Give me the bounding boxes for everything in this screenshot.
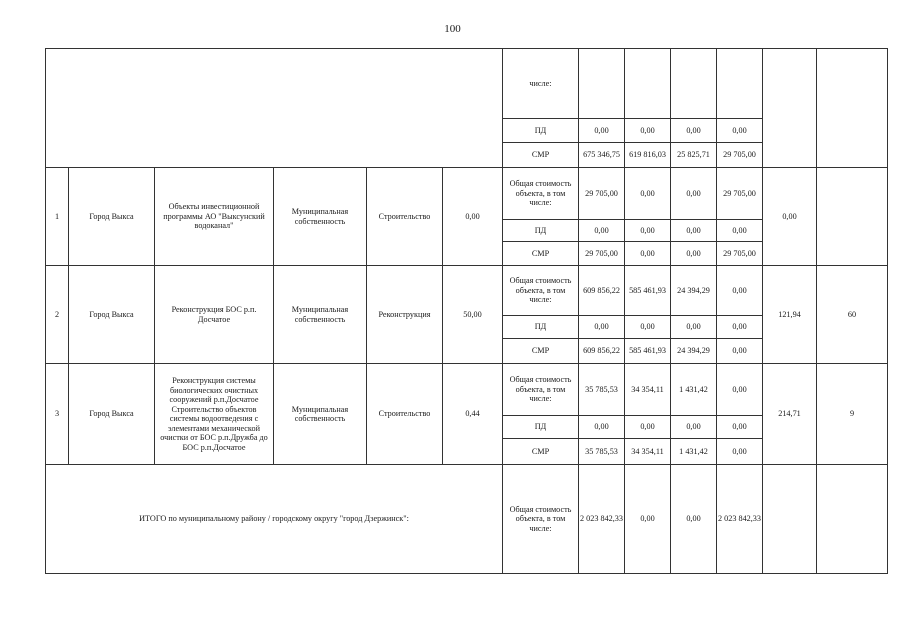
pd-label: ПД (503, 416, 579, 439)
total-cost-label: Общая стоимость объекта, в том числе: (503, 364, 579, 416)
smr-value: 619 816,03 (625, 143, 671, 168)
total-cost-label: Общая стоимость объекта, в том числе: (503, 168, 579, 220)
smr-label: СМР (503, 339, 579, 364)
row-object: Реконструкция системы биологических очистных сооружений р.п.Досчатое Строительство объектов системы водоотведения с элементами механической очистки от БОС р.п.Дружба до БОС р.п.Досчатое (155, 364, 274, 465)
pd-label: ПД (503, 119, 579, 143)
smr-label: СМР (503, 143, 579, 168)
smr-value: 675 346,75 (579, 143, 625, 168)
smr-value: 25 825,71 (671, 143, 717, 168)
pd-value: 0,00 (625, 119, 671, 143)
page-number: 100 (444, 23, 461, 35)
smr-value: 585 461,93 (625, 339, 671, 364)
row-col-b: 9 (817, 364, 888, 465)
pd-value: 0,00 (717, 119, 763, 143)
pd-value: 0,00 (717, 416, 763, 439)
total-value: 29 705,00 (717, 168, 763, 220)
continuation-cell (579, 49, 625, 119)
row-work-type: Реконструкция (367, 266, 443, 364)
pd-value: 0,00 (625, 220, 671, 242)
row-city: Город Выкса (69, 364, 155, 465)
smr-value: 0,00 (671, 242, 717, 266)
pd-value: 0,00 (671, 316, 717, 339)
grand-total-value: 2 023 842,33 (717, 465, 763, 574)
total-value: 0,00 (671, 168, 717, 220)
row-object: Реконструкция БОС р.п. Досчатое (155, 266, 274, 364)
investment-table (45, 48, 888, 574)
grand-total-value: 0,00 (625, 465, 671, 574)
row-ownership: Муниципальная собственность (274, 266, 367, 364)
continuation-blank-cell (46, 49, 503, 168)
pd-value: 0,00 (671, 220, 717, 242)
grand-total-row (46, 465, 888, 574)
row-work-type: Строительство (367, 168, 443, 266)
total-value: 585 461,93 (625, 266, 671, 316)
row-city: Город Выкса (69, 168, 155, 266)
continuation-total-row (46, 49, 888, 119)
row-number: 1 (46, 168, 69, 266)
row-ownership: Муниципальная собственность (274, 168, 367, 266)
smr-value: 29 705,00 (579, 242, 625, 266)
continuation-cell (671, 49, 717, 119)
total-value: 0,00 (717, 364, 763, 416)
smr-value: 0,00 (625, 242, 671, 266)
grand-total-col-b (817, 465, 888, 574)
total-value: 609 856,22 (579, 266, 625, 316)
pd-label: ПД (503, 220, 579, 242)
total-value: 29 705,00 (579, 168, 625, 220)
grand-total-label: ИТОГО по муниципальному району / городскому округу "город Дзержинск": (46, 465, 503, 574)
pd-value: 0,00 (579, 416, 625, 439)
row-col-a: 0,00 (763, 168, 817, 266)
continuation-cell (625, 49, 671, 119)
smr-label: СМР (503, 439, 579, 465)
smr-value: 29 705,00 (717, 143, 763, 168)
pd-value: 0,00 (671, 119, 717, 143)
total-value: 35 785,53 (579, 364, 625, 416)
continuation-col-a (763, 49, 817, 168)
row-work-type: Строительство (367, 364, 443, 465)
row-number: 3 (46, 364, 69, 465)
row-ownership: Муниципальная собственность (274, 364, 367, 465)
row-col-a: 214,71 (763, 364, 817, 465)
grand-total-value: 2 023 842,33 (579, 465, 625, 574)
total-value: 1 431,42 (671, 364, 717, 416)
smr-value: 0,00 (717, 439, 763, 465)
table-row (46, 364, 888, 416)
row-city: Город Выкса (69, 266, 155, 364)
smr-value: 35 785,53 (579, 439, 625, 465)
pd-value: 0,00 (579, 220, 625, 242)
row-power: 50,00 (443, 266, 503, 364)
pd-value: 0,00 (579, 119, 625, 143)
continuation-col-b (817, 49, 888, 168)
row-col-b (817, 168, 888, 266)
total-value: 0,00 (625, 168, 671, 220)
smr-value: 24 394,29 (671, 339, 717, 364)
total-cost-label: Общая стоимость объекта, в том числе: (503, 266, 579, 316)
smr-label: СМР (503, 242, 579, 266)
table-row (46, 168, 888, 220)
row-power: 0,44 (443, 364, 503, 465)
row-power: 0,00 (443, 168, 503, 266)
row-col-b: 60 (817, 266, 888, 364)
total-value: 0,00 (717, 266, 763, 316)
continuation-label: числе: (503, 49, 579, 119)
row-object: Объекты инвестиционной программы АО "Выксунский водоканал" (155, 168, 274, 266)
grand-total-col-a (763, 465, 817, 574)
grand-total-value: 0,00 (671, 465, 717, 574)
pd-value: 0,00 (625, 316, 671, 339)
pd-value: 0,00 (717, 316, 763, 339)
total-value: 24 394,29 (671, 266, 717, 316)
smr-value: 34 354,11 (625, 439, 671, 465)
smr-value: 29 705,00 (717, 242, 763, 266)
pd-value: 0,00 (671, 416, 717, 439)
continuation-cell (717, 49, 763, 119)
row-number: 2 (46, 266, 69, 364)
pd-value: 0,00 (717, 220, 763, 242)
row-col-a: 121,94 (763, 266, 817, 364)
smr-value: 1 431,42 (671, 439, 717, 465)
table-row (46, 266, 888, 316)
total-value: 34 354,11 (625, 364, 671, 416)
pd-value: 0,00 (579, 316, 625, 339)
pd-value: 0,00 (625, 416, 671, 439)
total-cost-label: Общая стоимость объекта, в том числе: (503, 465, 579, 574)
smr-value: 0,00 (717, 339, 763, 364)
smr-value: 609 856,22 (579, 339, 625, 364)
pd-label: ПД (503, 316, 579, 339)
